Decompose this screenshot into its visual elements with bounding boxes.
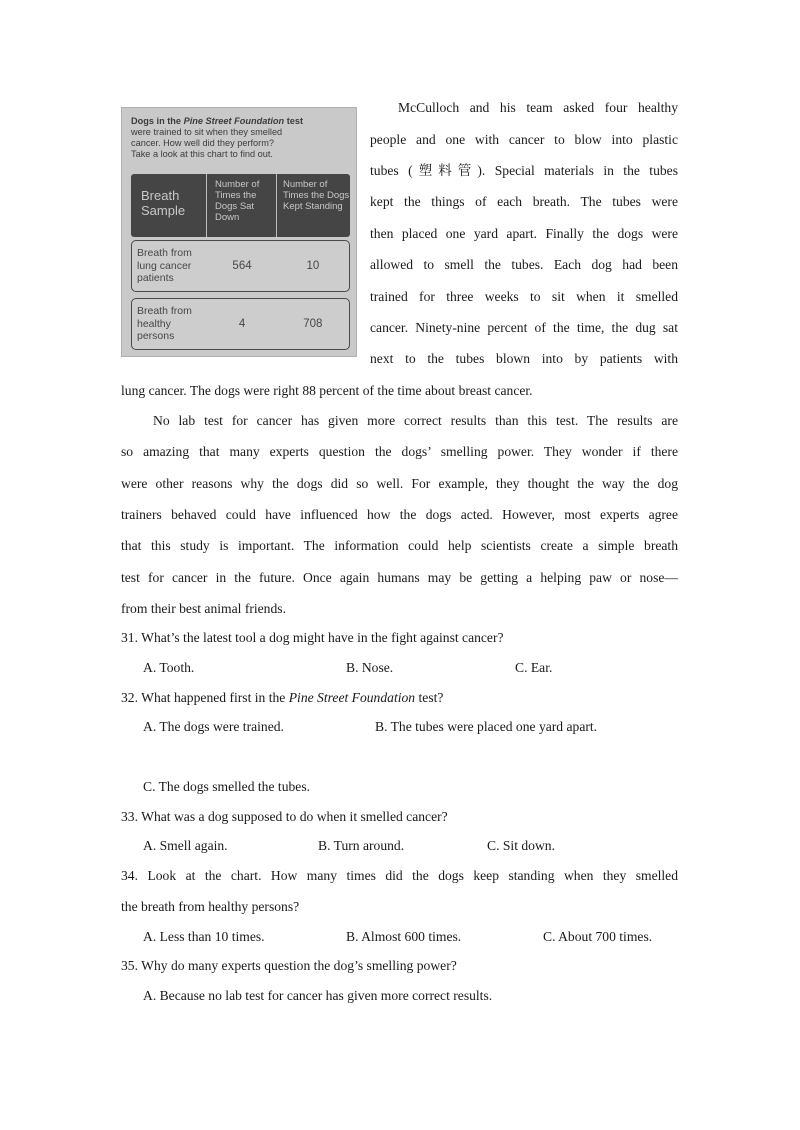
chart-row-label: Breath from lung cancer patients <box>137 247 192 285</box>
chart-caption-part: Dogs in the <box>131 116 184 126</box>
passage-line: lung cancer. The dogs were right 88 percent of the time about breast cancer. <box>121 383 533 398</box>
passage-line: No lab test for cancer has given more correct results than this test. The results are <box>153 413 678 428</box>
question-31-option-b[interactable]: B. Nose. <box>346 660 394 675</box>
question-32-option-a[interactable]: A. The dogs were trained. <box>143 719 284 734</box>
passage-line: trainers behaved could have influenced how the dogs acted. However, most experts agree <box>121 507 678 522</box>
passage-line: people and one with cancer to blow into plastic <box>370 132 678 147</box>
passage-line: kept the things of each breath. The tubes were <box>370 194 678 209</box>
question-31-option-c[interactable]: C. Ear. <box>515 660 553 675</box>
chart-caption-line: cancer. How well did they perform? <box>131 138 274 148</box>
question-34-option-c[interactable]: C. About 700 times. <box>543 929 653 944</box>
chart-header-col3: Number of Times the Dogs Kept Standing <box>283 179 350 212</box>
question-31-option-a[interactable]: A. Tooth. <box>143 660 195 675</box>
chart-cell-kept-standing: 708 <box>303 318 323 330</box>
passage-line: allowed to smell the tubes. Each dog had been <box>370 257 678 272</box>
chart-cell-kept-standing: 10 <box>306 260 320 272</box>
passage-line: so amazing that many experts question the dogs’ smelling power. They wonder if there <box>121 444 678 459</box>
passage-line: next to the tubes blown into by patients with <box>370 351 678 366</box>
question-35-stem: 35. Why do many experts question the dog’s smelling power? <box>121 958 457 973</box>
passage-line: McCulloch and his team asked four healthy <box>398 100 678 115</box>
chart-caption <box>131 116 353 160</box>
passage-line: that this study is important. The information could help scientists create a simple breath <box>121 538 678 553</box>
question-32-stem-part: 32. What happened first in the <box>121 690 289 705</box>
chart-caption-part: test <box>284 116 304 126</box>
question-33-option-a[interactable]: A. Smell again. <box>143 838 228 853</box>
question-33-option-b[interactable]: B. Turn around. <box>318 838 405 853</box>
passage-line: tubes (塑料管). Special materials in the tubes <box>370 163 678 178</box>
question-35-option-a[interactable]: A. Because no lab test for cancer has given more correct results. <box>143 988 493 1003</box>
passage-line: trained for three weeks to sit when it smelled <box>370 289 678 304</box>
question-32-stem-part: test? <box>415 690 444 705</box>
passage-line: test for cancer in the future. Once again humans may be getting a helping paw or nose— <box>121 570 678 585</box>
question-32-option-c[interactable]: C. The dogs smelled the tubes. <box>143 779 311 794</box>
chart-cell-sat-down: 564 <box>232 260 252 272</box>
question-34-stem-line2: the breath from healthy persons? <box>121 899 300 914</box>
question-34-option-a[interactable]: A. Less than 10 times. <box>143 929 265 944</box>
chart-caption-foundation: Pine Street Foundation <box>183 116 285 126</box>
chart-caption-line: Take a look at this chart to find out. <box>131 149 273 159</box>
passage-line: then placed one yard apart. Finally the dogs were <box>370 226 678 241</box>
question-31-stem: 31. What’s the latest tool a dog might have in the fight against cancer? <box>121 630 504 645</box>
chart-cell-sat-down: 4 <box>238 318 246 330</box>
chart-header-col2: Number of Times the Dogs Sat Down <box>207 174 277 237</box>
chart-photo <box>121 107 357 357</box>
passage-line: from their best animal friends. <box>121 601 286 616</box>
chart-header-row <box>131 174 350 237</box>
question-32-stem-foundation: Pine Street Foundation <box>288 690 416 705</box>
chart-row-label: Breath from healthy persons <box>137 305 192 343</box>
question-34-option-b[interactable]: B. Almost 600 times. <box>346 929 462 944</box>
question-33-stem: 33. What was a dog supposed to do when it smelled cancer? <box>121 809 448 824</box>
chart-row <box>131 298 350 350</box>
passage-line: cancer. Ninety-nine percent of the time, the dug sat <box>370 320 678 335</box>
question-32-option-b[interactable]: B. The tubes were placed one yard apart. <box>375 719 598 734</box>
chart-row <box>131 240 350 292</box>
question-32-stem <box>121 690 443 706</box>
chart-caption-line: were trained to sit when they smelled <box>131 127 283 137</box>
question-33-option-c[interactable]: C. Sit down. <box>487 838 555 853</box>
chart-header-col1: Breath Sample <box>131 174 207 237</box>
question-34-stem: 34. Look at the chart. How many times did the dogs keep standing when they smelled <box>121 868 678 883</box>
passage-line: were other reasons why the dogs did so well. For example, they thought the way the dog <box>121 476 678 491</box>
